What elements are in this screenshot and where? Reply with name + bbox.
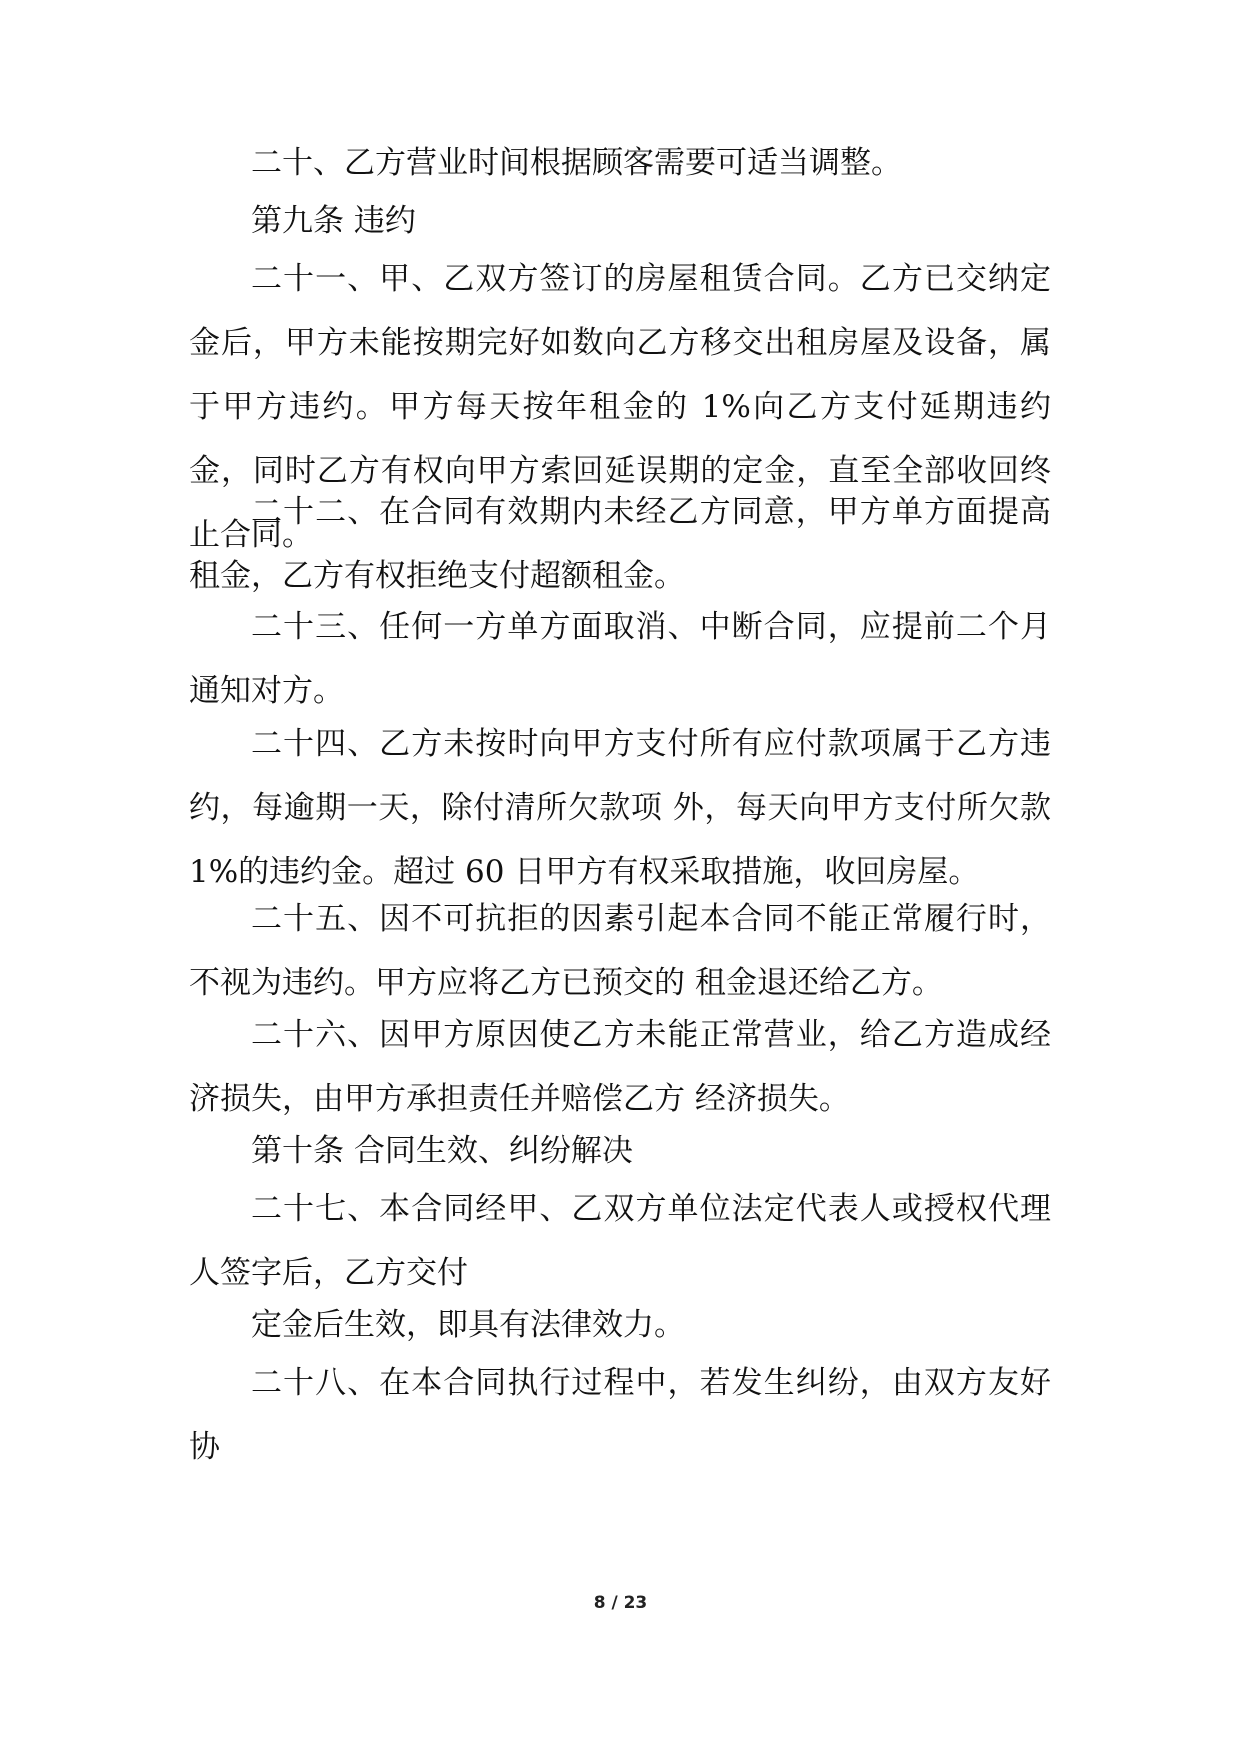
clause-27-continued: 定金后生效，即具有法律效力。 bbox=[251, 1307, 685, 1343]
clause-23: 二十三、任何一方单方面取消、中断合同，应提前二个月通知对方。 bbox=[189, 609, 1051, 709]
article-10-heading: 第十条 合同生效、纠纷解决 bbox=[251, 1133, 633, 1169]
clause-28: 二十八、在本合同执行过程中，若发生纠纷，由双方友好协 bbox=[189, 1365, 1051, 1465]
clause-26: 二十六、因甲方原因使乙方未能正常营业，给乙方造成经济损失，由甲方承担责任并赔偿乙方 经济损失。 bbox=[189, 1017, 1051, 1117]
clause-21: 二十一、甲、乙双方签订的房屋租赁合同。乙方已交纳定金后，甲方未能按期完好如数向乙方移交出租房屋及设备，属于甲方违约。甲方每天按年租金的 1%向乙方支付延期违约金，同时乙方有权向甲方索回延误期的定金，直至全部收回终止合同。 bbox=[189, 261, 1051, 553]
clause-22: 二十二、在合同有效期内未经乙方同意，甲方单方面提高租金，乙方有权拒绝支付超额租金。 bbox=[189, 494, 1051, 594]
article-9-heading: 第九条 违约 bbox=[251, 203, 416, 239]
clause-20: 二十、乙方营业时间根据顾客需要可适当调整。 bbox=[251, 145, 902, 181]
page-number: 8 / 23 bbox=[593, 1593, 648, 1613]
clause-24: 二十四、乙方未按时向甲方支付所有应付款项属于乙方违约，每逾期一天，除付清所欠款项 外，每天向甲方支付所欠款 1%的违约金。超过 60 日甲方有权采取措施，收回房屋。 bbox=[189, 726, 1051, 890]
clause-25: 二十五、因不可抗拒的因素引起本合同不能正常履行时，不视为违约。甲方应将乙方已预交的 租金退还给乙方。 bbox=[189, 901, 1051, 1001]
clause-27: 二十七、本合同经甲、乙双方单位法定代表人或授权代理人签字后，乙方交付 bbox=[189, 1191, 1051, 1291]
